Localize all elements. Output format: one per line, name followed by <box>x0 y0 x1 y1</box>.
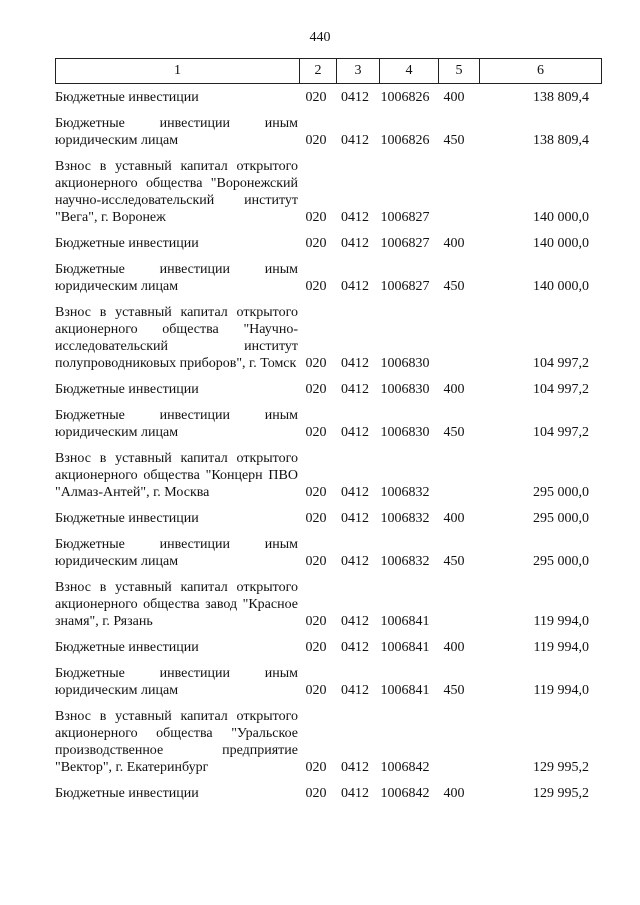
row-target-code: 1006830 <box>380 382 430 397</box>
table-row <box>55 158 595 226</box>
column-header-3: 3 <box>337 59 380 84</box>
row-expense-type-code: 450 <box>443 133 465 148</box>
row-description: Бюджетные инвестиции <box>55 640 199 655</box>
table-row <box>55 235 595 252</box>
column-header-4: 4 <box>380 59 439 84</box>
row-amount: 119 994,0 <box>533 614 589 629</box>
row-description: Бюджетные инвестиции <box>55 90 199 105</box>
row-section-code: 0412 <box>341 760 369 775</box>
table-row <box>55 304 595 372</box>
row-amount: 295 000,0 <box>533 554 589 569</box>
table-row <box>55 510 595 527</box>
table-row <box>55 261 595 295</box>
row-description: Взнос в уставный капитал открытого акционерного общества "Уральское производственное предприятие "Вектор", г. Екатеринбург <box>55 709 298 775</box>
row-expense-type-code: 400 <box>443 786 465 801</box>
row-amount: 129 995,2 <box>533 760 589 775</box>
row-ministry-code: 020 <box>305 425 327 440</box>
row-section-code: 0412 <box>341 382 369 397</box>
row-amount: 140 000,0 <box>533 236 589 251</box>
row-description: Бюджетные инвестиции <box>55 382 199 397</box>
row-description: Взнос в уставный капитал открытого акционерного общества "Научно-исследовательский институт полупроводниковых приборов", г. Томск <box>55 305 298 371</box>
row-section-code: 0412 <box>341 485 369 500</box>
row-amount: 138 809,4 <box>533 133 589 148</box>
row-section-code: 0412 <box>341 425 369 440</box>
row-expense-type-code: 400 <box>443 382 465 397</box>
row-section-code: 0412 <box>341 683 369 698</box>
row-expense-type-code: 400 <box>443 511 465 526</box>
row-description: Бюджетные инвестиции <box>55 511 199 526</box>
row-target-code: 1006832 <box>380 485 430 500</box>
row-description: Бюджетные инвестиции <box>55 786 199 801</box>
row-ministry-code: 020 <box>305 554 327 569</box>
column-header-6: 6 <box>480 59 602 84</box>
row-expense-type-code: 450 <box>443 683 465 698</box>
row-expense-type-code: 400 <box>443 640 465 655</box>
row-ministry-code: 020 <box>305 210 327 225</box>
row-amount: 140 000,0 <box>533 210 589 225</box>
row-section-code: 0412 <box>341 210 369 225</box>
row-section-code: 0412 <box>341 614 369 629</box>
row-amount: 104 997,2 <box>533 382 589 397</box>
row-amount: 140 000,0 <box>533 279 589 294</box>
row-ministry-code: 020 <box>305 133 327 148</box>
row-section-code: 0412 <box>341 90 369 105</box>
page-number: 440 <box>309 30 331 45</box>
table-row <box>55 665 595 699</box>
row-target-code: 1006832 <box>380 511 430 526</box>
row-ministry-code: 020 <box>305 786 327 801</box>
row-target-code: 1006826 <box>380 133 430 148</box>
row-target-code: 1006842 <box>380 786 430 801</box>
row-expense-type-code: 450 <box>443 554 465 569</box>
row-section-code: 0412 <box>341 554 369 569</box>
table-row <box>55 115 595 149</box>
row-expense-type-code: 400 <box>443 90 465 105</box>
row-expense-type-code: 450 <box>443 279 465 294</box>
row-target-code: 1006842 <box>380 760 430 775</box>
row-ministry-code: 020 <box>305 485 327 500</box>
row-description: Бюджетные инвестиции иным юридическим лицам <box>55 116 298 148</box>
row-ministry-code: 020 <box>305 236 327 251</box>
row-section-code: 0412 <box>341 640 369 655</box>
column-header-1: 1 <box>56 59 300 84</box>
row-target-code: 1006841 <box>380 614 430 629</box>
row-ministry-code: 020 <box>305 640 327 655</box>
row-target-code: 1006826 <box>380 90 430 105</box>
row-target-code: 1006830 <box>380 425 430 440</box>
row-amount: 138 809,4 <box>533 90 589 105</box>
row-target-code: 1006841 <box>380 640 430 655</box>
row-target-code: 1006827 <box>380 279 430 294</box>
row-description: Бюджетные инвестиции иным юридическим лицам <box>55 537 298 569</box>
row-description: Бюджетные инвестиции иным юридическим лицам <box>55 666 298 698</box>
row-amount: 295 000,0 <box>533 511 589 526</box>
row-target-code: 1006832 <box>380 554 430 569</box>
row-ministry-code: 020 <box>305 760 327 775</box>
row-description: Бюджетные инвестиции иным юридическим лицам <box>55 262 298 294</box>
row-description: Бюджетные инвестиции иным юридическим лицам <box>55 408 298 440</box>
row-section-code: 0412 <box>341 133 369 148</box>
table-row <box>55 407 595 441</box>
column-header-5: 5 <box>439 59 480 84</box>
row-description: Взнос в уставный капитал открытого акционерного общества "Воронежский научно-исследовательский институт "Вега", г. Воронеж <box>55 159 298 225</box>
row-section-code: 0412 <box>341 236 369 251</box>
row-section-code: 0412 <box>341 279 369 294</box>
row-ministry-code: 020 <box>305 90 327 105</box>
table-row <box>55 639 595 656</box>
row-expense-type-code: 400 <box>443 236 465 251</box>
row-ministry-code: 020 <box>305 683 327 698</box>
budget-rows <box>55 89 595 811</box>
row-target-code: 1006841 <box>380 683 430 698</box>
row-description: Взнос в уставный капитал открытого акционерного общества "Концерн ПВО "Алмаз-Антей", г. Москва <box>55 451 298 500</box>
row-description: Взнос в уставный капитал открытого акционерного общества завод "Красное знамя", г. Рязань <box>55 580 298 629</box>
table-row <box>55 381 595 398</box>
row-ministry-code: 020 <box>305 279 327 294</box>
row-amount: 119 994,0 <box>533 640 589 655</box>
table-row <box>55 579 595 630</box>
table-row <box>55 536 595 570</box>
row-expense-type-code: 450 <box>443 425 465 440</box>
row-section-code: 0412 <box>341 356 369 371</box>
row-amount: 295 000,0 <box>533 485 589 500</box>
row-target-code: 1006827 <box>380 210 430 225</box>
row-ministry-code: 020 <box>305 511 327 526</box>
table-row <box>55 89 595 106</box>
row-amount: 104 997,2 <box>533 425 589 440</box>
row-amount: 104 997,2 <box>533 356 589 371</box>
row-section-code: 0412 <box>341 511 369 526</box>
column-header-row <box>56 59 602 84</box>
table-row <box>55 450 595 501</box>
row-section-code: 0412 <box>341 786 369 801</box>
column-header-2: 2 <box>300 59 337 84</box>
row-ministry-code: 020 <box>305 356 327 371</box>
row-description: Бюджетные инвестиции <box>55 236 199 251</box>
row-amount: 129 995,2 <box>533 786 589 801</box>
row-ministry-code: 020 <box>305 382 327 397</box>
row-target-code: 1006827 <box>380 236 430 251</box>
row-amount: 119 994,0 <box>533 683 589 698</box>
column-header-table <box>55 58 602 84</box>
row-ministry-code: 020 <box>305 614 327 629</box>
row-target-code: 1006830 <box>380 356 430 371</box>
table-row <box>55 708 595 776</box>
table-row <box>55 785 595 802</box>
